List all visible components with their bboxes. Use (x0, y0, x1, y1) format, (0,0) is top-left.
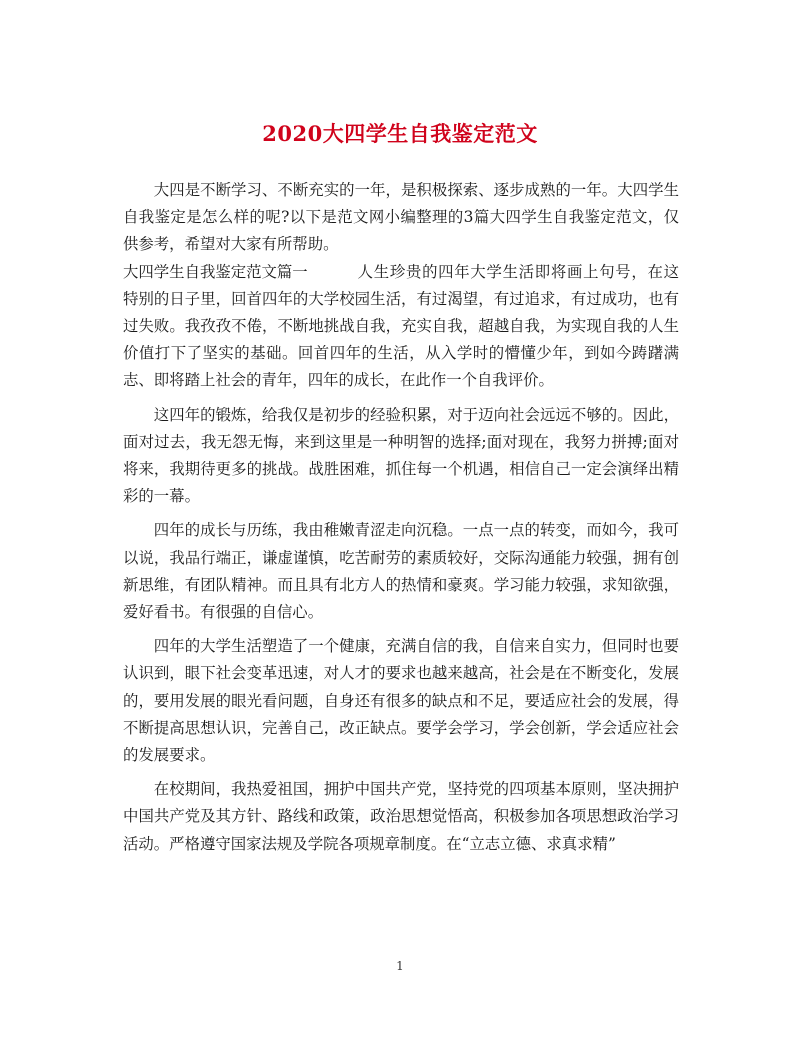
body-paragraph-4: 在校期间，我热爱祖国，拥护中国共产党，坚持党的四项基本原则，坚决拥护中国共产党及其方针、路线和政策，政治思想觉悟高，积极参加各项思想政治学习活动。严格遵守国家法规及学院各项规章制度。在“立志立德、求真求精” (123, 780, 679, 853)
section-one-text: 人生珍贵的四年大学生活即将画上句号，在这特别的日子里，回首四年的大学校园生活，有过渴望，有过追求，有过成功，也有过失败。我孜孜不倦，不断地挑战自我，充实自我，超越自我，为实现自我的人生价值打下了坚实的基础。回首四年的生活，从入学时的懵懂少年，到如今踌躇满志、即将踏上社会的青年，四年的成长，在此作一个自我评价。 (123, 262, 679, 390)
document-title: 2020大四学生自我鉴定范文 (262, 121, 538, 146)
section-one-paragraph (123, 259, 679, 395)
intro-paragraph: 大四是不断学习、不断充实的一年，是积极探索、逐步成熟的一年。大四学生自我鉴定是怎么样的呢?以下是范文网小编整理的3篇大四学生自我鉴定范文，仅供参考，希望对大家有所帮助。 (123, 181, 679, 254)
section-label: 大四学生自我鉴定范文篇一 (123, 262, 308, 281)
body-paragraph-2: 四年的成长与历练，我由稚嫩青涩走向沉稳。一点一点的转变，而如今，我可以说，我品行端正，谦虚谨慎，吃苦耐劳的素质较好，交际沟通能力较强，拥有创新思维，有团队精神。而且具有北方人的热情和豪爽。学习能力较强，求知欲强，爱好看书。有很强的自信心。 (123, 521, 679, 622)
page-number: 1 (396, 959, 404, 973)
document-body (123, 177, 679, 865)
body-paragraph-1: 这四年的锻炼，给我仅是初步的经验积累，对于迈向社会远远不够的。因此，面对过去，我无怨无悔，来到这里是一种明智的选择;面对现在，我努力拼搏;面对将来，我期待更多的挑战。战胜困难，抓住每一个机遇，相信自己一定会演绎出精彩的一幕。 (123, 405, 679, 506)
body-paragraph-3: 四年的大学生活塑造了一个健康，充满自信的我，自信来自实力，但同时也要认识到，眼下社会变革迅速，对人才的要求也越来越高，社会是在不断变化，发展的，要用发展的眼光看问题，自身还有很多的缺点和不足，要适应社会的发展，得不断提高思想认识，完善自己，改正缺点。要学会学习，学会创新，学会适应社会的发展要求。 (123, 637, 679, 765)
